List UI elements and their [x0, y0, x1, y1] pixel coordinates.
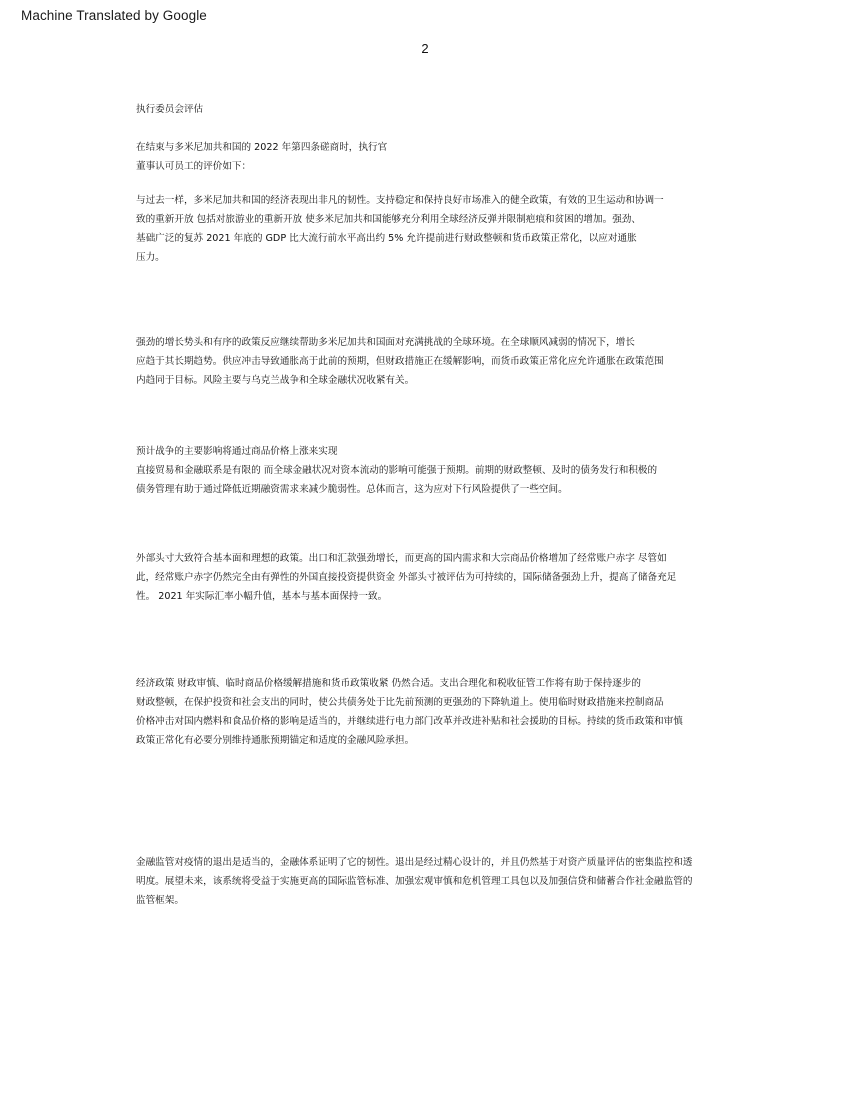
text-line: 经济政策 财政审慎、临时商品价格缓解措施和货币政策收紧 仍然合适。支出合理化和税收征管工作将有助于保持逐步的	[136, 678, 641, 689]
text-line: 应趋于其长期趋势。供应冲击导致通胀高于此前的预期，但财政措施正在缓解影响，而货币政策正常化应允许通胀在政策范围	[136, 356, 664, 367]
text-line: 金融监管对疫情的退出是适当的，金融体系证明了它的韧性。退出是经过精心设计的，并且仍然基于对资产质量评估的密集监控和透	[136, 857, 693, 868]
text-line: 内趋同于目标。风险主要与乌克兰战争和全球金融状况收紧有关。	[136, 375, 415, 386]
page-number: 2	[421, 41, 429, 56]
text-line: 监管框架。	[136, 895, 184, 906]
text-line: 强劲的增长势头和有序的政策反应继续帮助多米尼加共和国面对充满挑战的全球环境。在全球顺风减弱的情况下，增长	[136, 337, 635, 348]
text-line: 与过去一样，多米尼加共和国的经济表现出非凡的韧性。支持稳定和保持良好市场准入的健全政策，有效的卫生运动和协调一	[136, 195, 664, 206]
text-line: 基础广泛的复苏 2021 年底的 GDP 比大流行前水平高出约 5% 允许提前进行财政整顿和货币政策正常化，以应对通胀	[136, 233, 637, 244]
paragraph-resilience	[136, 191, 716, 267]
text-line: 政策正常化有必要分别维持通胀预期锚定和适度的金融风险承担。	[136, 735, 415, 746]
paragraph-economic-policy	[136, 674, 716, 750]
text-line: 直接贸易和金融联系是有限的 而全球金融状况对资本流动的影响可能强于预期。前期的财政整顿、及时的债务发行和积极的	[136, 465, 658, 476]
text-line: 在结束与多米尼加共和国的 2022 年第四条磋商时，执行官	[136, 142, 388, 153]
text-line: 价格冲击对国内燃料和食品价格的影响是适当的，并继续进行电力部门改革并改进补贴和社会援助的目标。持续的货币政策和审慎	[136, 716, 683, 727]
section-title: 执行委员会评估	[136, 104, 204, 115]
text-line: 此，经常账户赤字仍然完全由有弹性的外国直接投资提供资金 外部头寸被评估为可持续的，国际储备强劲上升，提高了储备充足	[136, 572, 677, 583]
paragraph-financial-supervision	[136, 853, 716, 910]
text-line: 致的重新开放 包括对旅游业的重新开放 使多米尼加共和国能够充分利用全球经济反弹并限制疤痕和贫困的增加。强劲、	[136, 214, 641, 225]
text-line: 预计战争的主要影响将通过商品价格上涨来实现	[136, 446, 338, 457]
paragraph-war-impact	[136, 442, 716, 499]
paragraph-external-position	[136, 549, 716, 606]
text-line: 债务管理有助于通过降低近期融资需求来减少脆弱性。总体而言，这为应对下行风险提供了一些空间。	[136, 484, 568, 495]
text-line: 性。 2021 年实际汇率小幅升值，基本与基本面保持一致。	[136, 591, 388, 602]
intro-paragraph	[136, 138, 716, 176]
text-line: 压力。	[136, 252, 165, 263]
paragraph-growth-momentum	[136, 333, 716, 390]
text-line: 外部头寸大致符合基本面和理想的政策。出口和汇款强劲增长，而更高的国内需求和大宗商品价格增加了经常账户赤字 尽管如	[136, 553, 667, 564]
text-line: 董事认可员工的评价如下：	[136, 161, 252, 172]
section-title-block	[136, 100, 716, 119]
text-line: 明度。展望未来，该系统将受益于实施更高的国际监管标准、加强宏观审慎和危机管理工具包以及加强信贷和储蓄合作社金融监管的	[136, 876, 693, 887]
text-line: 财政整顿，在保护投资和社会支出的同时，使公共债务处于比先前预测的更强劲的下降轨道上。使用临时财政措施来控制商品	[136, 697, 664, 708]
machine-translation-watermark: Machine Translated by Google	[21, 8, 207, 23]
